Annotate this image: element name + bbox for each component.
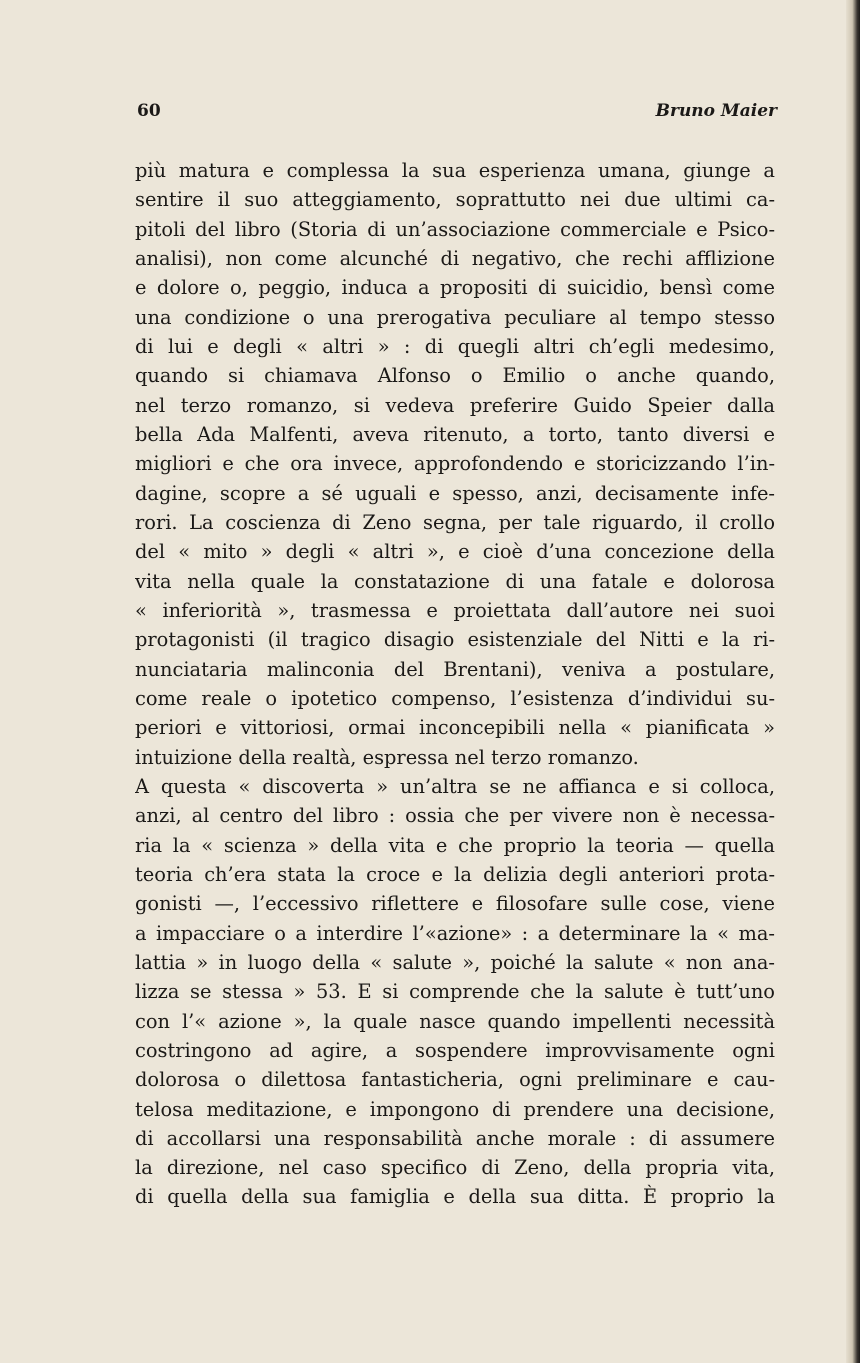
text-line: come reale o ipotetico compenso, l’esistenza d’individui su-	[135, 686, 775, 710]
text-line: di quella della sua famiglia e della sua ditta. È proprio la	[135, 1185, 775, 1209]
text-line: sentire il suo atteggiamento, soprattutto nei due ultimi ca-	[135, 188, 775, 212]
page-edge-shadow	[846, 0, 860, 1363]
text-line: dagine, scopre a sé uguali e spesso, anzi, decisamente infe-	[135, 481, 775, 505]
text-line: costringono ad agire, a sospendere improvvisamente ogni	[135, 1038, 775, 1062]
text-line: pitoli del libro (Storia di un’associazione commerciale e Psico-	[135, 217, 775, 241]
text-line: bella Ada Malfenti, aveva ritenuto, a torto, tanto diversi e	[135, 422, 775, 446]
text-line: a impacciare o a interdire l’«azione» : a determinare la « ma-	[135, 921, 775, 945]
text-line: nel terzo romanzo, si vedeva preferire Guido Speier dalla	[135, 393, 775, 417]
text-line: protagonisti (il tragico disagio esistenziale del Nitti e la ri-	[135, 628, 775, 652]
text-line: A questa « discoverta » un’altra se ne affianca e si colloca,	[135, 774, 775, 798]
running-head-author: Bruno Maier	[655, 101, 777, 121]
text-line: del « mito » degli « altri », e cioè d’una concezione della	[135, 540, 775, 564]
text-line: di lui e degli « altri » : di quegli altri ch’egli medesimo,	[135, 334, 775, 358]
text-line: più matura e complessa la sua esperienza umana, giunge a	[135, 159, 775, 182]
text-line: lattia » in luogo della « salute », poiché la salute « non ana-	[135, 950, 775, 974]
page-header	[137, 101, 777, 129]
text-line: analisi), non come alcunché di negativo, che rechi afflizione	[135, 246, 775, 270]
text-line: teoria ch’era stata la croce e la delizia degli anteriori prota-	[135, 862, 775, 886]
text-line: telosa meditazione, e impongono di prendere una decisione,	[135, 1097, 775, 1121]
text-line: ria la « scienza » della vita e che proprio la teoria — quella	[135, 833, 775, 857]
text-line: anzi, al centro del libro : ossia che per vivere non è necessa-	[135, 804, 775, 828]
text-line: « inferiorità », trasmessa e proiettata dall’autore nei suoi	[135, 598, 775, 622]
text-line: periori e vittoriosi, ormai inconcepibili nella « pianificata »	[135, 716, 775, 740]
text-line: con l’« azione », la quale nasce quando impellenti necessità	[135, 1009, 775, 1033]
body-text	[135, 156, 775, 1212]
text-line: gonisti —, l’eccessivo riflettere e filosofare sulle cose, viene	[135, 892, 775, 916]
text-line: di accollarsi una responsabilità anche morale : di assumere	[135, 1126, 775, 1150]
text-line: vita nella quale la constatazione di una fatale e dolorosa	[135, 569, 775, 593]
page-number: 60	[137, 101, 161, 121]
text-line: quando si chiamava Alfonso o Emilio o anche quando,	[135, 364, 775, 388]
text-line: lizza se stessa » 53. E si comprende che la salute è tutt’uno	[135, 980, 775, 1004]
text-line: migliori e che ora invece, approfondendo e storicizzando l’in-	[135, 452, 775, 476]
text-line: dolorosa o dilettosa fantasticheria, ogni preliminare e cau-	[135, 1068, 775, 1092]
text-line: rori. La coscienza di Zeno segna, per tale riguardo, il crollo	[135, 510, 775, 534]
paragraph-end-line: intuizione della realtà, espressa nel terzo romanzo.	[135, 745, 639, 769]
text-line: una condizione o una prerogativa peculiare al tempo stesso	[135, 305, 775, 329]
text-line: nunciataria malinconia del Brentani), veniva a postulare,	[135, 657, 775, 681]
text-line: la direzione, nel caso specifico di Zeno, della propria vita,	[135, 1156, 775, 1180]
text-line: e dolore o, peggio, induca a propositi di suicidio, bensì come	[135, 276, 775, 300]
